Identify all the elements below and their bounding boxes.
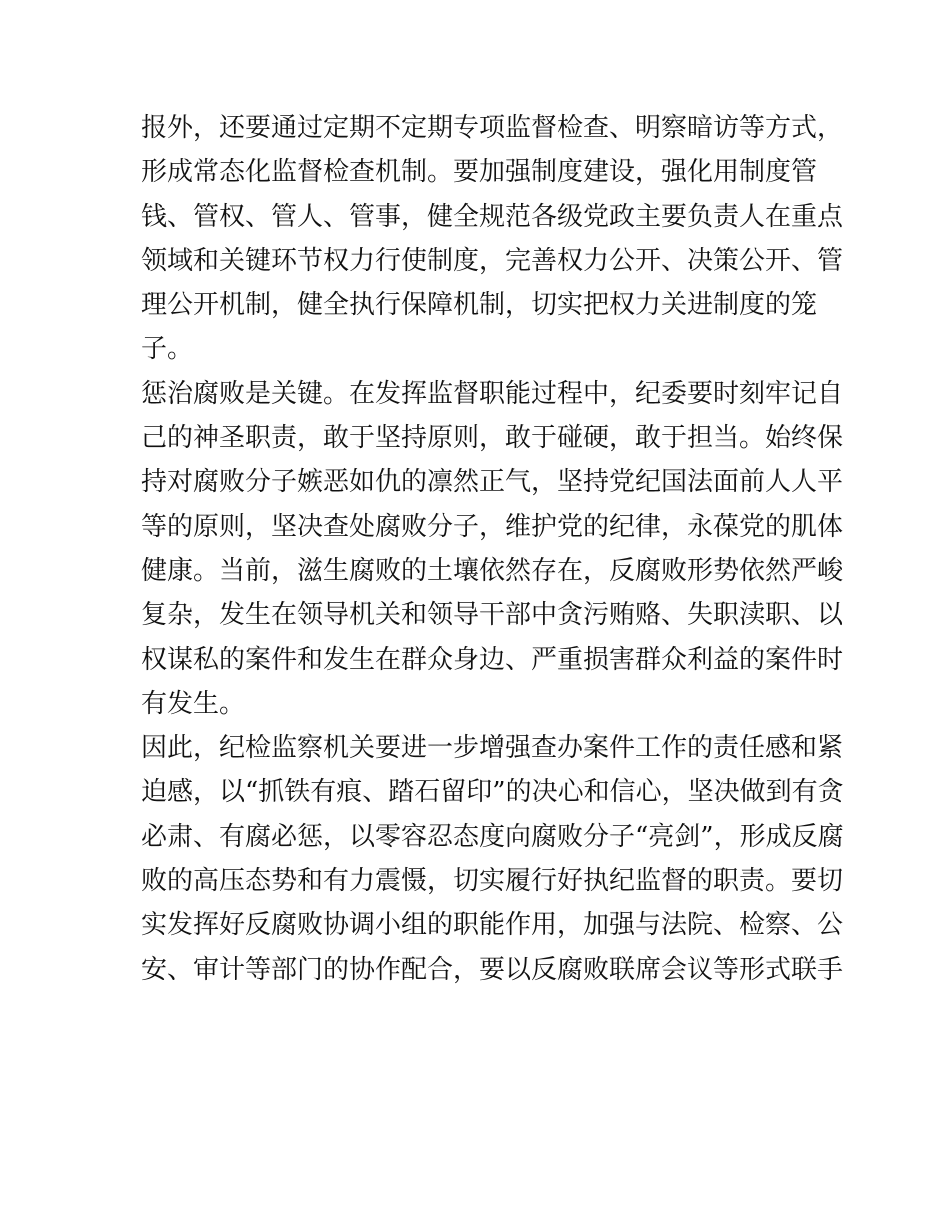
text-line: 子。 bbox=[141, 334, 194, 365]
text-line: 迫感，以“抓铁有痕、踏石留印”的决心和信心，坚决做到有贪 bbox=[141, 777, 844, 808]
text-line: 权谋私的案件和发生在群众身边、严重损害群众利益的案件时 bbox=[141, 644, 844, 675]
text-line: 形成常态化监督检查机制。要加强制度建设，强化用制度管 bbox=[141, 157, 818, 188]
text-line: 败的高压态势和有力震慑，切实履行好执纪监督的职责。要切 bbox=[141, 866, 844, 897]
text-line: 领域和关键环节权力行使制度，完善权力公开、决策公开、管 bbox=[141, 245, 844, 276]
text-line: 等的原则，坚决查处腐败分子，维护党的纪律，永葆党的肌体 bbox=[141, 511, 844, 542]
document-body bbox=[141, 106, 844, 992]
text-line: 理公开机制，健全执行保障机制，切实把权力关进制度的笼 bbox=[141, 290, 818, 321]
text-line: 持对腐败分子嫉恶如仇的凛然正气，坚持党纪国法面前人人平 bbox=[141, 467, 844, 498]
text-line: 健康。当前，滋生腐败的土壤依然存在，反腐败形势依然严峻 bbox=[141, 555, 844, 586]
text-line: 必肃、有腐必惩，以零容忍态度向腐败分子“亮剑”，形成反腐 bbox=[141, 821, 844, 852]
text-line: 己的神圣职责，敢于坚持原则，敢于碰硬，敢于担当。始终保 bbox=[141, 423, 844, 454]
text-line: 安、审计等部门的协作配合，要以反腐败联席会议等形式联手 bbox=[141, 954, 844, 985]
text-line: 复杂，发生在领导机关和领导干部中贪污贿赂、失职渎职、以 bbox=[141, 600, 844, 631]
text-line: 实发挥好反腐败协调小组的职能作用，加强与法院、检察、公 bbox=[141, 910, 844, 941]
text-line: 惩治腐败是关键。在发挥监督职能过程中，纪委要时刻牢记自 bbox=[141, 378, 844, 409]
text-line: 钱、管权、管人、管事，健全规范各级党政主要负责人在重点 bbox=[141, 201, 844, 232]
text-line: 有发生。 bbox=[141, 688, 246, 719]
text-line: 报外，还要通过定期不定期专项监督检查、明察暗访等方式， bbox=[141, 113, 844, 143]
text-line: 因此，纪检监察机关要进一步增强查办案件工作的责任感和紧 bbox=[141, 733, 844, 764]
